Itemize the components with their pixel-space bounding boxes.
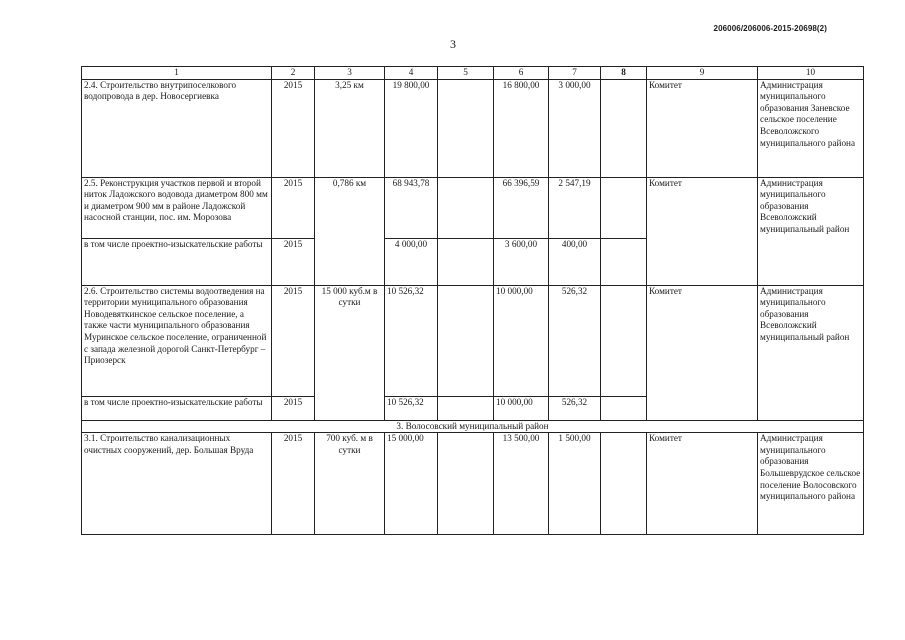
section-row bbox=[82, 420, 864, 433]
col5-cell bbox=[438, 238, 494, 285]
executor-cell: Комитет bbox=[647, 177, 758, 285]
col7-cell: 1 500,00 bbox=[549, 433, 601, 535]
executor-cell: Комитет bbox=[647, 285, 758, 420]
program-table bbox=[81, 66, 864, 535]
page-number: 3 bbox=[450, 37, 456, 51]
col5-cell bbox=[438, 285, 494, 396]
col7-cell: 400,00 bbox=[549, 238, 601, 285]
recipient-cell: Администрация муниципального образования Заневское сельское поселение Всеволожского муниципального района bbox=[758, 79, 864, 177]
recipient-cell: Администрация муниципального образования Большеврудское сельское поселение Волосовского муниципального района bbox=[758, 433, 864, 535]
item-name: 2.5. Реконструкция участков первой и второй ниток Ладожского водовода диаметром 800 мм и диаметром 900 мм в районе Ладожской насосной станции, пос. им. Морозова bbox=[82, 177, 272, 238]
col8-cell bbox=[601, 433, 647, 535]
col5-cell bbox=[438, 79, 494, 177]
table-row bbox=[82, 285, 864, 396]
col8-cell bbox=[601, 238, 647, 285]
total-cell: 19 800,00 bbox=[385, 79, 438, 177]
header-cell: 8 bbox=[601, 67, 647, 80]
year-cell: 2015 bbox=[272, 396, 315, 420]
col6-cell: 13 500,00 bbox=[494, 433, 549, 535]
section-title: 3. Волосовский муниципальный район bbox=[82, 420, 864, 433]
item-name: 2.4. Строительство внутрипоселкового водопровода в дер. Новосергиевка bbox=[82, 79, 272, 177]
col5-cell bbox=[438, 396, 494, 420]
item-name: 3.1. Строительство канализационных очистных сооружений, дер. Большая Вруда bbox=[82, 433, 272, 535]
item-name: в том числе проектно-изыскательские работы bbox=[82, 238, 272, 285]
header-row bbox=[82, 67, 864, 80]
recipient-cell: Администрация муниципального образования Всеволожский муниципальный район bbox=[758, 285, 864, 420]
col5-cell bbox=[438, 177, 494, 238]
col6-cell: 66 396,59 bbox=[494, 177, 549, 238]
total-cell: 68 943,78 bbox=[385, 177, 438, 238]
col5-cell bbox=[438, 433, 494, 535]
year-cell: 2015 bbox=[272, 433, 315, 535]
total-cell: 15 000,00 bbox=[385, 433, 438, 535]
capacity-cell: 0,786 км bbox=[315, 177, 385, 285]
capacity-cell: 700 куб. м в сутки bbox=[315, 433, 385, 535]
year-cell: 2015 bbox=[272, 238, 315, 285]
col7-cell: 2 547,19 bbox=[549, 177, 601, 238]
item-name: 2.6. Строительство системы водоотведения на территории муниципального образования Новодевяткинское сельское поселение, а также части муниципального образования Муринское сельское поселение, ограниченной с запада железной дорогой Санкт-Петербург – Приозерск bbox=[82, 285, 272, 396]
header-cell: 7 bbox=[549, 67, 601, 80]
executor-cell: Комитет bbox=[647, 433, 758, 535]
header-cell: 3 bbox=[315, 67, 385, 80]
total-cell: 4 000,00 bbox=[385, 238, 438, 285]
recipient-cell: Администрация муниципального образования Всеволожский муниципальный район bbox=[758, 177, 864, 285]
capacity-cell: 3,25 км bbox=[315, 79, 385, 177]
header-cell: 1 bbox=[82, 67, 272, 80]
col6-cell: 10 000,00 bbox=[494, 396, 549, 420]
total-cell: 10 526,32 bbox=[385, 396, 438, 420]
capacity-cell: 15 000 куб.м в сутки bbox=[315, 285, 385, 420]
header-cell: 9 bbox=[647, 67, 758, 80]
col7-cell: 526,32 bbox=[549, 396, 601, 420]
year-cell: 2015 bbox=[272, 285, 315, 396]
item-name: в том числе проектно-изыскательские работы bbox=[82, 396, 272, 420]
col6-cell: 16 800,00 bbox=[494, 79, 549, 177]
col6-cell: 10 000,00 bbox=[494, 285, 549, 396]
col8-cell bbox=[601, 79, 647, 177]
col8-cell bbox=[601, 396, 647, 420]
header-cell: 10 bbox=[758, 67, 864, 80]
table-row bbox=[82, 177, 864, 238]
header-cell: 5 bbox=[438, 67, 494, 80]
year-cell: 2015 bbox=[272, 79, 315, 177]
table-row bbox=[82, 79, 864, 177]
executor-cell: Комитет bbox=[647, 79, 758, 177]
document-code: 206006/206006-2015-20698(2) bbox=[713, 24, 827, 33]
col8-cell bbox=[601, 177, 647, 238]
table-row bbox=[82, 433, 864, 535]
header-cell: 4 bbox=[385, 67, 438, 80]
col7-cell: 3 000,00 bbox=[549, 79, 601, 177]
col7-cell: 526,32 bbox=[549, 285, 601, 396]
total-cell: 10 526,32 bbox=[385, 285, 438, 396]
year-cell: 2015 bbox=[272, 177, 315, 238]
col6-cell: 3 600,00 bbox=[494, 238, 549, 285]
header-cell: 2 bbox=[272, 67, 315, 80]
header-cell: 6 bbox=[494, 67, 549, 80]
col8-cell bbox=[601, 285, 647, 396]
